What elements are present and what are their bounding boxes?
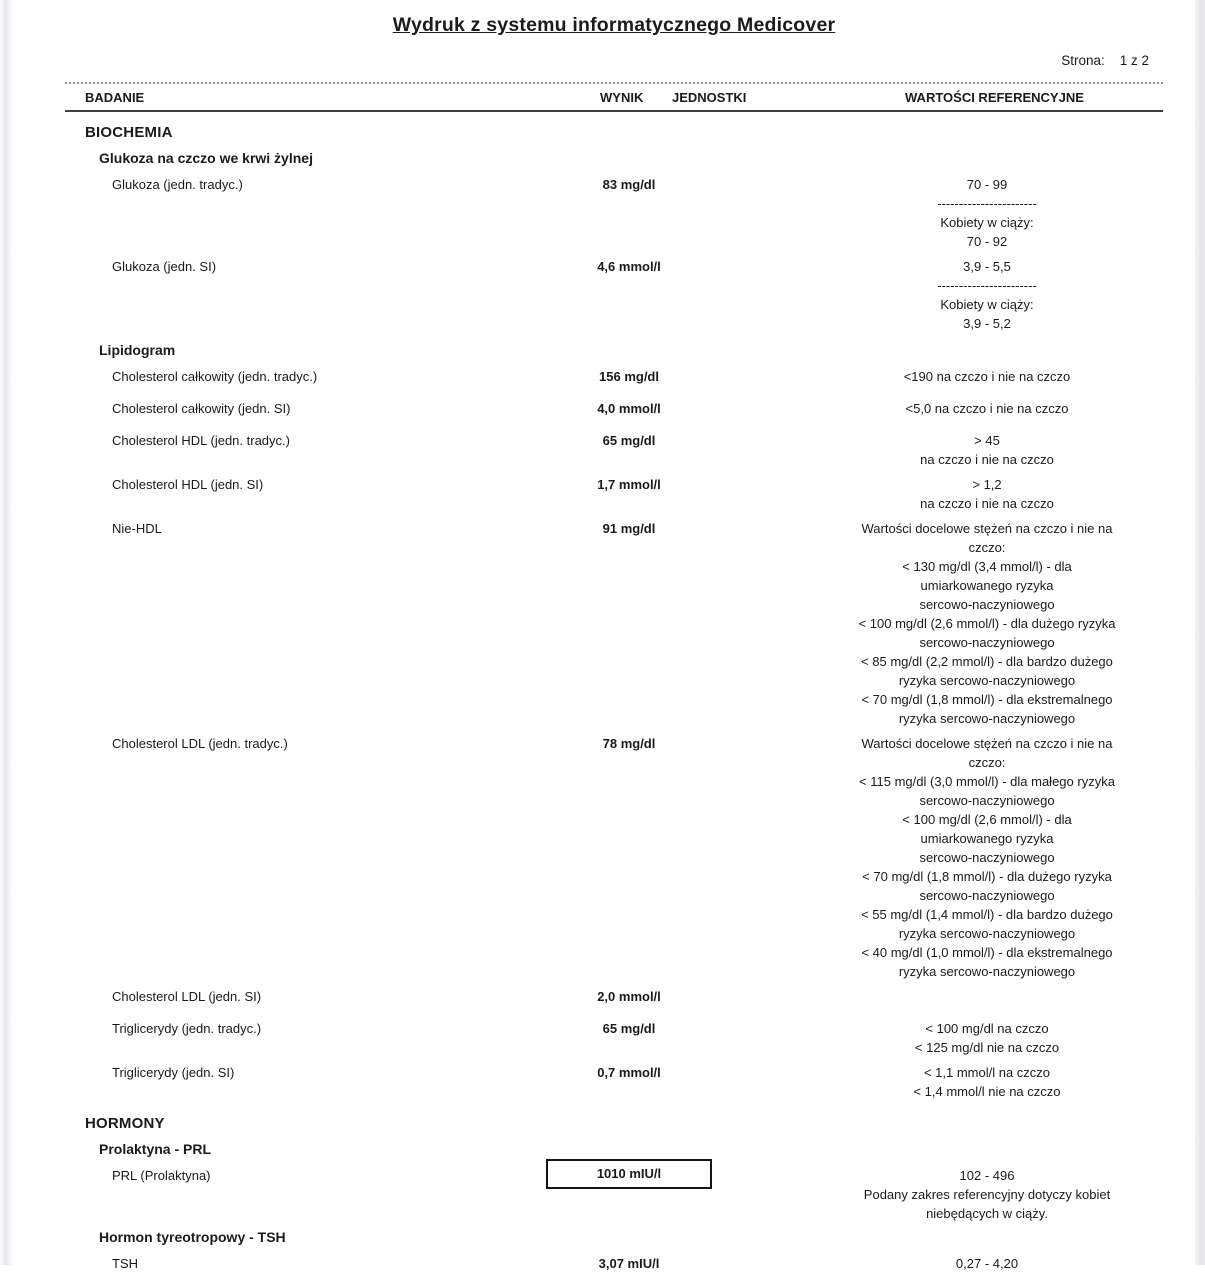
test-units: [712, 475, 822, 513]
reference-line: Kobiety w ciąży:: [940, 215, 1034, 230]
reference-line: -----------------------: [937, 196, 1037, 211]
reference-line: czczo:: [968, 540, 1006, 555]
dotted-divider: [65, 82, 1163, 84]
reference-line: sercowo-naczyniowego: [919, 597, 1055, 612]
test-result-highlighted: [546, 1166, 712, 1223]
test-units: [712, 399, 822, 425]
reference-line: < 70 mg/dl (1,8 mmol/l) - dla dużego ryzyka: [862, 869, 1112, 884]
table-row: [65, 1166, 1163, 1223]
table-row: [65, 1254, 1163, 1280]
group-title: Prolaktyna - PRL: [99, 1141, 212, 1157]
reference-line: < 70 mg/dl (1,8 mmol/l) - dla ekstremalnego: [861, 692, 1113, 707]
reference-line: Kobiety w ciąży:: [940, 297, 1034, 312]
test-reference: [822, 175, 1152, 251]
test-units: [712, 734, 822, 981]
reference-line: > 1,2: [972, 477, 1002, 492]
test-reference: [822, 367, 1152, 393]
test-name: Cholesterol całkowity (jedn. tradyc.): [112, 369, 318, 384]
table-row: [65, 734, 1163, 981]
test-result: [546, 175, 712, 251]
test-result-value: 65 mg/dl: [602, 433, 656, 448]
test-units: [712, 175, 822, 251]
test-result-value: 3,07 mIU/l: [598, 1256, 660, 1271]
reference-line: niebędących w ciąży.: [926, 1206, 1048, 1221]
column-header-wartosci-referencyjne: WARTOŚCI REFERENCYJNE: [905, 90, 1084, 105]
column-header-jednostki: JEDNOSTKI: [672, 90, 747, 105]
reference-line: < 100 mg/dl na czczo: [925, 1021, 1049, 1036]
test-units: [712, 1254, 822, 1280]
test-result: [546, 987, 712, 1013]
test-reference: [822, 987, 1152, 1013]
table-row: [65, 1063, 1163, 1101]
test-group: [65, 342, 1163, 1101]
test-result: [546, 399, 712, 425]
table-row: [65, 475, 1163, 513]
reference-line: 3,9 - 5,2: [963, 316, 1011, 331]
table-row: [65, 175, 1163, 251]
test-reference: [822, 1166, 1152, 1223]
section-title: HORMONY: [85, 1115, 165, 1132]
page-number: [65, 53, 1163, 69]
reference-line: ryzyka sercowo-naczyniowego: [898, 673, 1076, 688]
test-name: PRL (Prolaktyna): [112, 1168, 211, 1183]
test-group: [65, 1229, 1163, 1280]
page-number-label: Strona:: [1061, 53, 1105, 68]
reference-line: Wartości docelowe stężeń na czczo i nie na: [861, 521, 1113, 536]
reference-line: ryzyka sercowo-naczyniowego: [898, 964, 1076, 979]
reference-line: < 100 mg/dl (2,6 mmol/l) - dla: [902, 812, 1072, 827]
test-reference: [822, 257, 1152, 333]
test-name: Nie-HDL: [112, 521, 162, 536]
reference-line: < 85 mg/dl (2,2 mmol/l) - dla bardzo dużego: [861, 654, 1113, 669]
result-section: [65, 1115, 1163, 1280]
test-reference: [822, 519, 1152, 728]
table-row: [65, 367, 1163, 393]
page-edge-left: [0, 0, 13, 1265]
reference-line: < 125 mg/dl nie na czczo: [914, 1040, 1060, 1055]
test-reference: [822, 1254, 1152, 1280]
reference-line: sercowo-naczyniowego: [919, 635, 1055, 650]
reference-line: 102 - 496: [959, 1168, 1015, 1183]
test-reference: [822, 734, 1152, 981]
reference-line: ryzyka sercowo-naczyniowego: [898, 926, 1076, 941]
test-name: Triglicerydy (jedn. tradyc.): [112, 1021, 262, 1036]
test-result-value: 78 mg/dl: [602, 736, 656, 751]
test-group: [65, 1141, 1163, 1223]
column-header-badanie: BADANIE: [85, 90, 145, 105]
reference-line: sercowo-naczyniowego: [919, 850, 1055, 865]
test-result: [546, 1019, 712, 1057]
table-row: [65, 1019, 1163, 1057]
test-result-value: 83 mg/dl: [602, 177, 656, 192]
table-row: [65, 519, 1163, 728]
test-result: [546, 367, 712, 393]
reference-line: < 100 mg/dl (2,6 mmol/l) - dla dużego ryzyka: [858, 616, 1116, 631]
test-result: [546, 431, 712, 469]
reference-line: umiarkowanego ryzyka: [920, 831, 1054, 846]
test-name: Cholesterol HDL (jedn. SI): [112, 477, 264, 492]
test-name: Triglicerydy (jedn. SI): [112, 1065, 235, 1080]
test-result-value: 1010 mIU/l: [546, 1159, 712, 1189]
test-name: Cholesterol całkowity (jedn. SI): [112, 401, 291, 416]
test-result: [546, 475, 712, 513]
test-result: [546, 734, 712, 981]
reference-line: na czczo i nie na czczo: [920, 496, 1054, 511]
reference-line: < 115 mg/dl (3,0 mmol/l) - dla małego ryzyka: [859, 774, 1115, 789]
column-header-wynik: WYNIK: [600, 90, 644, 105]
reference-line: <190 na czczo i nie na czczo: [903, 369, 1071, 384]
test-group: [65, 150, 1163, 333]
test-result-value: 2,0 mmol/l: [597, 989, 661, 1004]
test-result-value: 91 mg/dl: [602, 521, 656, 536]
test-result-value: 156 mg/dl: [599, 369, 659, 384]
reference-line: < 55 mg/dl (1,4 mmol/l) - dla bardzo dużego: [861, 907, 1113, 922]
reference-line: < 1,1 mmol/l na czczo: [923, 1065, 1051, 1080]
page-title: Wydruk z systemu informatycznego Medicover: [392, 14, 836, 36]
reference-line: na czczo i nie na czczo: [920, 452, 1054, 467]
test-reference: [822, 399, 1152, 425]
test-units: [712, 519, 822, 728]
reference-line: 70 - 92: [966, 234, 1008, 249]
table-row: [65, 257, 1163, 333]
reference-line: 70 - 99: [966, 177, 1008, 192]
reference-line: czczo:: [968, 755, 1006, 770]
test-units: [712, 1166, 822, 1223]
test-name: Glukoza (jedn. SI): [112, 259, 217, 274]
test-result-value: 1,7 mmol/l: [597, 477, 661, 492]
reference-line: -----------------------: [937, 278, 1037, 293]
test-reference: [822, 1019, 1152, 1057]
reference-line: sercowo-naczyniowego: [919, 793, 1055, 808]
test-name: Cholesterol LDL (jedn. tradyc.): [112, 736, 288, 751]
page-number-value: 1 z 2: [1119, 53, 1149, 68]
group-title: Lipidogram: [99, 342, 176, 358]
test-reference: [822, 475, 1152, 513]
test-reference: [822, 1063, 1152, 1101]
reference-line: ryzyka sercowo-naczyniowego: [898, 711, 1076, 726]
test-name: TSH: [112, 1256, 138, 1271]
reference-line: < 1,4 mmol/l nie na czczo: [913, 1084, 1061, 1099]
page-edge-right: [1195, 0, 1205, 1265]
test-units: [712, 367, 822, 393]
test-result-value: 4,0 mmol/l: [597, 401, 661, 416]
report-sections: [65, 124, 1163, 1280]
test-result-value: 65 mg/dl: [602, 1021, 656, 1036]
group-title: Hormon tyreotropowy - TSH: [99, 1229, 286, 1245]
test-reference: [822, 431, 1152, 469]
test-name: Glukoza (jedn. tradyc.): [112, 177, 243, 192]
table-row: [65, 987, 1163, 1013]
table-row: [65, 431, 1163, 469]
reference-line: Podany zakres referencyjny dotyczy kobiet: [863, 1187, 1111, 1202]
test-result: [546, 519, 712, 728]
table-row: [65, 399, 1163, 425]
test-units: [712, 987, 822, 1013]
section-title: BIOCHEMIA: [85, 124, 173, 141]
table-header-row: [65, 90, 1163, 106]
reference-line: 0,27 - 4,20: [955, 1256, 1019, 1271]
reference-line: Wartości docelowe stężeń na czczo i nie na: [861, 736, 1113, 751]
result-section: [65, 124, 1163, 1101]
header-rule: [65, 110, 1163, 112]
reference-line: < 40 mg/dl (1,0 mmol/l) - dla ekstremalnego: [861, 945, 1113, 960]
reference-line: sercowo-naczyniowego: [919, 888, 1055, 903]
test-result: [546, 1254, 712, 1280]
test-result-value: 0,7 mmol/l: [597, 1065, 661, 1080]
group-title: Glukoza na czczo we krwi żylnej: [99, 150, 313, 166]
test-units: [712, 431, 822, 469]
report-content: [65, 0, 1163, 1286]
test-units: [712, 1063, 822, 1101]
test-name: Cholesterol LDL (jedn. SI): [112, 989, 262, 1004]
test-name: Cholesterol HDL (jedn. tradyc.): [112, 433, 290, 448]
test-result: [546, 257, 712, 333]
reference-line: umiarkowanego ryzyka: [920, 578, 1054, 593]
test-result: [546, 1063, 712, 1101]
reference-line: > 45: [974, 433, 1000, 448]
reference-line: < 130 mg/dl (3,4 mmol/l) - dla: [902, 559, 1072, 574]
reference-line: <5,0 na czczo i nie na czczo: [905, 401, 1069, 416]
reference-line: 3,9 - 5,5: [963, 259, 1011, 274]
test-units: [712, 257, 822, 333]
test-units: [712, 1019, 822, 1057]
test-result-value: 4,6 mmol/l: [597, 259, 661, 274]
